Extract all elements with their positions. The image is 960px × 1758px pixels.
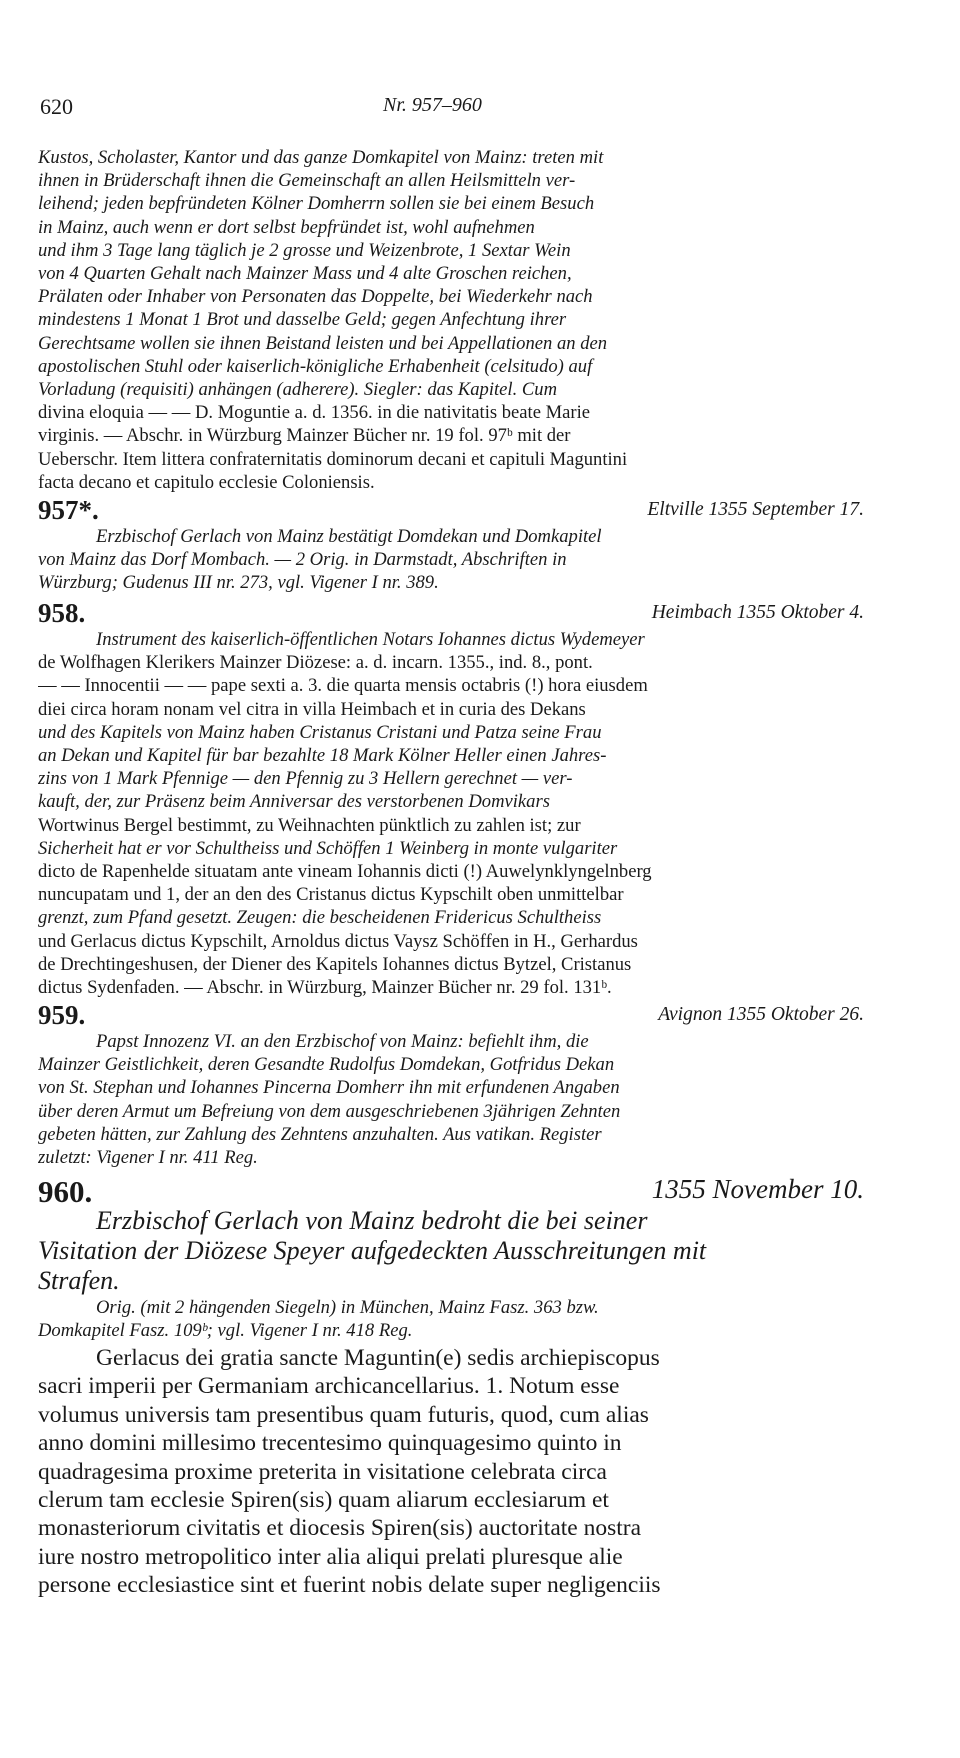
text-line: Würzburg; Gudenus III nr. 273, vgl. Vigener I nr. 389. [38, 572, 439, 594]
entry-place-date: Heimbach 1355 Oktober 4. [651, 602, 864, 623]
text-line: divina eloquia — — D. Moguntie a. d. 1356. in die nativitatis beate Marie [38, 402, 591, 424]
text-line: Papst Innozenz VI. an den Erzbischof von Mainz: befiehlt ihm, die [96, 1031, 589, 1052]
text-line: Strafen. [38, 1266, 120, 1295]
entry-959-regest [38, 1030, 864, 1169]
text-line: kauft, der, zur Präsenz beim Anniversar des verstorbenen Domvikars [38, 791, 550, 813]
running-head [40, 94, 864, 124]
text-line: und Gerlacus dictus Kypschilt, Arnoldus dictus Vaysz Schöffen in H., Gerhardus [38, 930, 638, 952]
text-line: an Dekan und Kapitel für bar bezahlte 18 Mark Kölner Heller einen Jahres- [38, 745, 607, 767]
text-line: anno domini millesimo trecentesimo quinquagesimo quinto in [38, 1430, 622, 1457]
text-line: und des Kapitels von Mainz haben Cristanus Cristani und Patza seine Frau [38, 721, 602, 743]
entry-957-regest [38, 525, 864, 595]
text-line: in Mainz, auch wenn er dort selbst bepfründet ist, wohl aufnehmen [38, 216, 535, 238]
text-line: de Drechtingeshusen, der Diener des Kapitels Iohannes dictus Bytzel, Cristanus [38, 953, 632, 975]
text-line: Wortwinus Bergel bestimmt, zu Weihnachten pünktlich zu zahlen ist; zur [38, 814, 581, 836]
text-line: von 4 Quarten Gehalt nach Mainzer Mass und 4 alte Groschen reichen, [38, 263, 572, 285]
text-line: — — Innocentii — — pape sexti a. 3. die quarta mensis octabris (!) hora eiusdem [38, 675, 648, 697]
text-line: Orig. (mit 2 hängenden Siegeln) in München, Mainz Fasz. 363 bzw. [96, 1297, 599, 1318]
entry-place-date: Eltville 1355 September 17. [647, 499, 864, 520]
entry-959-header [38, 1000, 864, 1032]
text-line: mindestens 1 Monat 1 Brot und dasselbe Geld; gegen Anfechtung ihrer [38, 309, 567, 331]
text-line: apostolischen Stuhl oder kaiserlich-königliche Erhabenheit (celsitudo) auf [38, 355, 593, 377]
text-line: volumus universis tam presentibus quam futuris, quod, cum alias [38, 1401, 649, 1428]
running-title: Nr. 957–960 [383, 94, 482, 116]
text-line: dictus Sydenfaden. — Abschr. in Würzburg, Mainzer Bücher nr. 29 fol. 131ᵇ. [38, 977, 612, 999]
text-line: Gerechtsame wollen sie ihnen Beistand leisten und bei Appellationen an den [38, 332, 608, 354]
text-line: Ueberschr. Item littera confraternitatis dominorum decani et capituli Maguntini [38, 448, 628, 470]
entry-place-date: Avignon 1355 Oktober 26. [658, 1004, 864, 1025]
text-line: facta decano et capitulo ecclesie Coloniensis. [38, 471, 375, 493]
text-line: von St. Stephan und Iohannes Pincerna Domherr ihn mit erfundenen Angaben [38, 1077, 620, 1099]
text-line: Kustos, Scholaster, Kantor und das ganze Domkapitel von Mainz: treten mit [38, 147, 604, 168]
text-line: ihnen in Brüderschaft ihnen die Gemeinschaft an allen Heilsmitteln ver- [38, 170, 576, 192]
entry-number: 959. [38, 1000, 86, 1030]
text-line: nuncupatam und 1, der an den des Cristanus dictus Kypschilt oben unmittelbar [38, 884, 624, 906]
text-line: Erzbischof Gerlach von Mainz bedroht die bei seiner [96, 1206, 648, 1235]
entry-number: 958. [38, 598, 86, 628]
text-line: Prälaten oder Inhaber von Personaten das Doppelte, bei Wiederkehr nach [38, 286, 593, 308]
entry-number: 957*. [38, 495, 99, 525]
text-line: virginis. — Abschr. in Würzburg Mainzer Bücher nr. 19 fol. 97ᵇ mit der [38, 425, 571, 447]
entry-960-header [38, 1174, 864, 1209]
text-line: dicto de Rapenhelde situatam ante vineam Iohannis dicti (!) Auwelynklyngelnberg [38, 861, 652, 883]
entry-958-regest [38, 628, 864, 999]
entry-958-header [38, 598, 864, 630]
text-line: sacri imperii per Germaniam archicancellarius. 1. Notum esse [38, 1373, 620, 1400]
text-line: zins von 1 Mark Pfennige — den Pfennig zu 3 Hellern gerechnet — ver- [38, 768, 573, 790]
text-line: clerum tam ecclesie Spiren(sis) quam aliarum ecclesiarum et [38, 1487, 609, 1514]
text-line: monasteriorum civitatis et diocesis Spiren(sis) auctoritate nostra [38, 1515, 642, 1542]
entry-960-regest [38, 1206, 864, 1296]
text-line: grenzt, zum Pfand gesetzt. Zeugen: die bescheidenen Fridericus Schultheiss [38, 907, 602, 929]
page-number: 620 [40, 94, 73, 119]
text-line: persone ecclesiastice sint et fuerint nobis delate super negligenciis [38, 1572, 661, 1599]
entry-960-sources [38, 1296, 864, 1342]
text-line: Domkapitel Fasz. 109ᵇ; vgl. Vigener I nr. 418 Reg. [38, 1320, 413, 1342]
text-line: quadragesima proxime preterita in visitatione celebrata circa [38, 1458, 607, 1485]
entry-960-text [38, 1344, 864, 1600]
entry-number: 960. [38, 1174, 93, 1209]
text-line: Instrument des kaiserlich-öffentlichen Notars Iohannes dictus Wydemeyer [96, 629, 645, 650]
continuation-paragraph [38, 146, 864, 494]
text-line: von Mainz das Dorf Mombach. — 2 Orig. in Darmstadt, Abschriften in [38, 549, 567, 571]
entry-957-header [38, 495, 864, 527]
text-line: Mainzer Geistlichkeit, deren Gesandte Rudolfus Domdekan, Gotfridus Dekan [38, 1054, 615, 1076]
text-line: Sicherheit hat er vor Schultheiss und Schöffen 1 Weinberg in monte vulgariter [38, 837, 618, 859]
text-line: über deren Armut um Befreiung von dem ausgeschriebenen 3jährigen Zehnten [38, 1100, 621, 1122]
text-line: Gerlacus dei gratia sancte Maguntin(e) sedis archiepiscopus [96, 1345, 660, 1371]
entry-place-date: 1355 November 10. [651, 1174, 864, 1204]
text-line: Visitation der Diözese Speyer aufgedeckten Ausschreitungen mit [38, 1236, 707, 1265]
text-line: Erzbischof Gerlach von Mainz bestätigt Domdekan und Domkapitel [96, 526, 602, 547]
text-line: iure nostro metropolitico inter alia aliqui prelati pluresque alie [38, 1543, 623, 1570]
text-line: und ihm 3 Tage lang täglich je 2 grosse und Weizenbrote, 1 Sextar Wein [38, 239, 571, 261]
text-line: zuletzt: Vigener I nr. 411 Reg. [38, 1147, 258, 1169]
text-line: Vorladung (requisiti) anhängen (adherere). Siegler: das Kapitel. Cum [38, 379, 558, 401]
text-line: gebeten hätten, zur Zahlung des Zehntens anzuhalten. Aus vatikan. Register [38, 1123, 602, 1145]
text-line: de Wolfhagen Klerikers Mainzer Diözese: a. d. incarn. 1355., ind. 8., pont. [38, 652, 593, 674]
text-line: leihend; jeden bepfründeten Kölner Domherrn sollen sie bei einem Besuch [38, 193, 595, 215]
text-line: diei circa horam nonam vel citra in villa Heimbach et in curia des Dekans [38, 698, 586, 720]
